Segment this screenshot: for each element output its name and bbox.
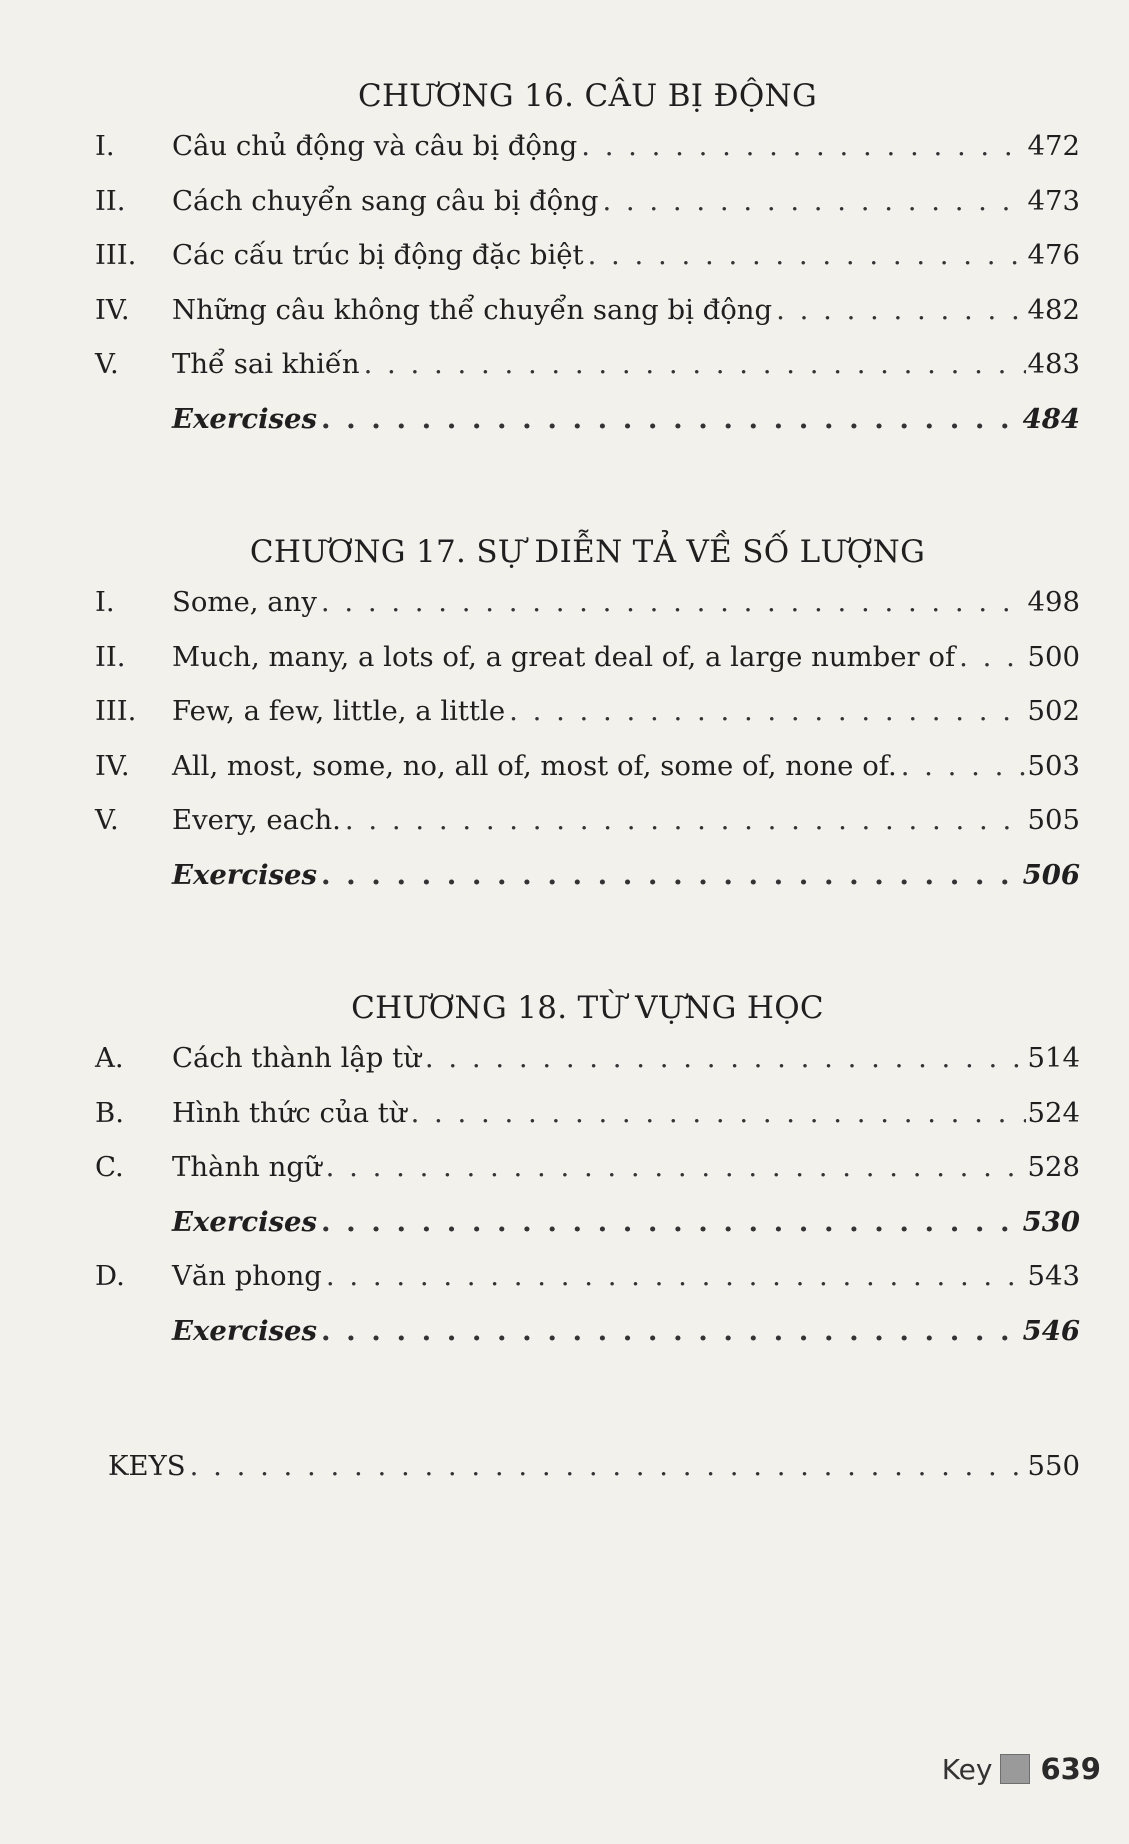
entry-page: 472 xyxy=(1027,130,1080,162)
entry-page: 528 xyxy=(1027,1151,1080,1183)
entry-number: C. xyxy=(95,1151,124,1183)
entry-number: II. xyxy=(95,640,126,673)
toc-entry[interactable] xyxy=(95,586,1080,641)
leader-dots xyxy=(411,1097,1026,1129)
leader-dots xyxy=(959,641,1025,673)
leader-dots xyxy=(326,1151,1026,1183)
toc-entry[interactable] xyxy=(95,294,1080,349)
toc-entry[interactable] xyxy=(95,1042,1080,1097)
entry-page: 503 xyxy=(1027,749,1080,782)
page-number: 639 xyxy=(1040,1752,1101,1786)
chapter-16 xyxy=(95,78,1080,457)
toc-entry-exercises[interactable] xyxy=(95,1315,1080,1370)
leader-dots xyxy=(190,1450,1026,1482)
chapter-17 xyxy=(95,534,1080,913)
square-icon xyxy=(1000,1754,1030,1784)
toc-entry-keys[interactable] xyxy=(108,1450,1080,1505)
toc-entry[interactable] xyxy=(95,1097,1080,1152)
entry-label: Các cấu trúc bị động đặc biệt xyxy=(172,239,584,271)
toc-entry[interactable] xyxy=(95,695,1080,750)
entry-number: I. xyxy=(95,130,115,162)
toc-entry[interactable] xyxy=(95,185,1080,240)
entry-label: Văn phong xyxy=(172,1260,322,1292)
leader-dots xyxy=(321,859,1021,891)
toc-entry[interactable] xyxy=(95,804,1080,859)
leader-dots xyxy=(901,750,1026,782)
page-footer xyxy=(942,1752,1101,1786)
leader-dots xyxy=(509,695,1025,727)
entry-page: 505 xyxy=(1027,804,1080,836)
leader-dots xyxy=(581,130,1025,162)
entry-label: Cách chuyển sang câu bị động xyxy=(172,184,599,217)
toc-entry[interactable] xyxy=(95,130,1080,185)
entry-page: 524 xyxy=(1027,1096,1080,1129)
chapter-title: CHƯƠNG 18. TỪ VỰNG HỌC xyxy=(351,990,824,1026)
entry-label: Hình thức của từ xyxy=(172,1096,407,1129)
entry-number: D. xyxy=(95,1260,125,1292)
entry-page: 473 xyxy=(1027,184,1080,217)
leader-dots xyxy=(321,403,1021,435)
toc-entry[interactable] xyxy=(95,1260,1080,1315)
entry-page: 543 xyxy=(1027,1260,1080,1292)
chapter-title: CHƯƠNG 17. SỰ DIỄN TẢ VỀ SỐ LƯỢNG xyxy=(249,534,926,570)
leader-dots xyxy=(321,586,1026,618)
entry-page: 530 xyxy=(1022,1205,1080,1238)
toc-entry[interactable] xyxy=(95,239,1080,294)
footer-label: Key xyxy=(941,1752,993,1786)
toc-entry[interactable] xyxy=(95,641,1080,696)
entry-label: Much, many, a lots of, a great deal of, a large number of xyxy=(172,640,956,673)
leader-dots xyxy=(602,185,1025,217)
entry-number: III. xyxy=(95,239,137,271)
entry-label: Exercises xyxy=(172,858,317,891)
entry-page: 514 xyxy=(1027,1042,1080,1074)
entry-label: Câu chủ động và câu bị động xyxy=(172,130,578,162)
entry-page: 476 xyxy=(1027,239,1080,271)
leader-dots xyxy=(321,1206,1021,1238)
toc-entry-exercises[interactable] xyxy=(95,859,1080,914)
entry-label: Những câu không thể chuyển sang bị động xyxy=(172,293,773,326)
entry-label: All, most, some, no, all of, most of, some of, none of. xyxy=(172,749,897,782)
entry-label: Cách thành lập từ xyxy=(172,1042,421,1074)
entry-label: Thể sai khiến xyxy=(172,348,360,380)
entry-label: Exercises xyxy=(172,1314,317,1347)
chapter-18 xyxy=(95,990,1080,1369)
entry-page: 502 xyxy=(1027,695,1080,727)
entry-number: A. xyxy=(95,1042,124,1074)
leader-dots xyxy=(321,1315,1021,1347)
toc-entry[interactable] xyxy=(95,348,1080,403)
chapter-title: CHƯƠNG 16. CÂU BỊ ĐỘNG xyxy=(357,78,818,114)
entry-label: Exercises xyxy=(172,1205,317,1238)
entry-number: V. xyxy=(95,348,119,380)
toc-entry[interactable] xyxy=(95,750,1080,805)
keys-section xyxy=(108,1450,1080,1505)
toc-entry-exercises[interactable] xyxy=(95,1206,1080,1261)
leader-dots xyxy=(364,348,1026,380)
entry-label: Few, a few, little, a little xyxy=(172,695,506,727)
entry-number: I. xyxy=(95,586,115,618)
leader-dots xyxy=(345,804,1026,836)
entry-page: 550 xyxy=(1027,1450,1080,1482)
entry-page: 484 xyxy=(1022,402,1080,435)
entry-number: II. xyxy=(95,184,126,217)
entry-page: 482 xyxy=(1027,293,1080,326)
entry-page: 546 xyxy=(1022,1314,1080,1347)
entry-page: 498 xyxy=(1027,586,1080,618)
entry-label: Thành ngữ xyxy=(172,1151,322,1183)
leader-dots xyxy=(588,239,1026,271)
leader-dots xyxy=(326,1260,1026,1292)
entry-number: IV. xyxy=(95,293,130,326)
entry-label: KEYS xyxy=(108,1450,186,1482)
entry-label: Some, any xyxy=(172,586,317,618)
toc-entry-exercises[interactable] xyxy=(95,403,1080,458)
entry-label: Every, each. xyxy=(172,804,341,836)
entry-number: V. xyxy=(95,804,119,836)
entry-page: 506 xyxy=(1022,858,1080,891)
entry-page: 500 xyxy=(1027,640,1080,673)
entry-number: III. xyxy=(95,695,137,727)
leader-dots xyxy=(776,294,1025,326)
entry-page: 483 xyxy=(1027,348,1080,380)
entry-label: Exercises xyxy=(172,402,317,435)
entry-number: IV. xyxy=(95,749,130,782)
toc-entry[interactable] xyxy=(95,1151,1080,1206)
leader-dots xyxy=(425,1042,1026,1074)
entry-number: B. xyxy=(95,1096,124,1129)
